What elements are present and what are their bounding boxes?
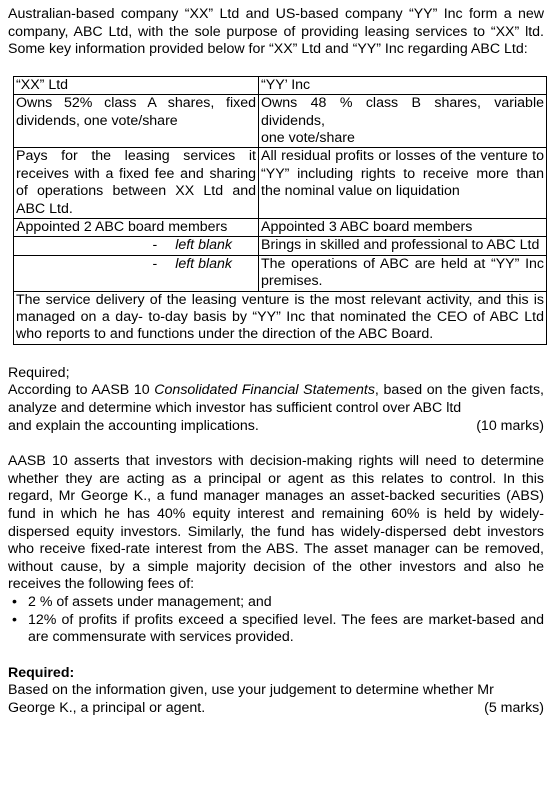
q2-question-line-2: George K., a principal or agent. xyxy=(8,699,206,716)
header-yy-inc: “YY’ Inc xyxy=(259,76,547,94)
question-2 xyxy=(8,453,544,647)
table-footer-row xyxy=(14,291,547,344)
yy-shares-line-1: Owns 48 % class B shares, variable dividends, xyxy=(261,95,544,129)
yy-residual-cell: All residual profits or losses of the venture to “YY” including rights to receive more than the nominal value on liquidation xyxy=(259,148,547,219)
dash-marker: - xyxy=(152,255,158,272)
table-row xyxy=(14,255,547,291)
table-header-row xyxy=(14,76,547,94)
q1-last-line: and explain the accounting implications. xyxy=(8,417,259,434)
yy-shares-line-2: one vote/share xyxy=(261,130,355,146)
question-1 xyxy=(8,365,544,435)
q1-required-label: Required; xyxy=(8,364,70,381)
xx-blank-cell-1 xyxy=(14,237,259,255)
investor-comparison-table xyxy=(13,76,547,345)
q2-required-heading: Required: xyxy=(8,664,75,681)
q2-marks: (5 marks) xyxy=(484,699,544,716)
q1-marks-line xyxy=(8,418,544,436)
yy-skills-cell: Brings in skilled and professional to ABC Ltd xyxy=(259,237,547,255)
table-row xyxy=(14,219,547,237)
left-blank-text: left blank xyxy=(175,255,232,272)
yy-shares-cell xyxy=(259,95,547,148)
left-blank-text: left blank xyxy=(175,237,232,254)
q1-text xyxy=(8,382,544,417)
xx-shares-cell: Owns 52% class A shares, fixed dividends, one vote/share xyxy=(14,95,259,148)
fee-list xyxy=(8,594,544,647)
standard-title: Consolidated Financial Statements xyxy=(154,382,375,399)
intro-paragraph: Australian-based company “XX” Ltd and US-based company “YY” Inc form a new company, ABC Ltd, with the sole purpose of providing leasing services to “XX” ltd. Some key information provided below for “XX” Ltd and “YY” Inc regarding ABC Ltd: xyxy=(8,6,544,58)
q2-question-line-1: Based on the information given, use your judgement to determine whether Mr xyxy=(8,682,494,699)
table-row xyxy=(14,237,547,255)
q1-marks: (10 marks) xyxy=(476,417,544,434)
list-item: • 2 % of assets under management; and xyxy=(28,594,544,612)
table-row xyxy=(14,95,547,148)
q1-text-start: According to AASB 10 xyxy=(8,382,155,399)
q2-marks-line xyxy=(8,700,544,718)
service-delivery-cell: The service delivery of the leasing venture is the most relevant activity, and this is managed on a day- to-day basis by “YY” Inc that nominated the CEO of ABC Ltd who reports to and functions under the direction of the ABC Board. xyxy=(14,291,547,344)
xx-board-cell: Appointed 2 ABC board members xyxy=(14,219,259,237)
header-xx-ltd: “XX” Ltd xyxy=(14,76,259,94)
question-2-required xyxy=(8,665,544,718)
list-item: • 12% of profits if profits exceed a specified level. The fees are market-based and are commensurate with services provided. xyxy=(28,612,544,647)
table-row xyxy=(14,148,547,219)
q2-required-label xyxy=(8,665,544,683)
xx-blank-cell-2 xyxy=(14,255,259,291)
xx-fees-cell: Pays for the leasing services it receives with a fixed fee and sharing of operations between XX Ltd and ABC Ltd. xyxy=(14,148,259,219)
dash-marker: - xyxy=(152,237,158,254)
yy-board-cell: Appointed 3 ABC board members xyxy=(259,219,547,237)
yy-premises-cell: The operations of ABC are held at “YY” Inc premises. xyxy=(259,255,547,291)
q1-text-end: , based on the given facts, analyze and determine which investor has sufficient control over ABC ltd xyxy=(8,382,544,417)
q2-scenario: AASB 10 asserts that investors with decision-making rights will need to determine whether they are acting as a principal or agent as this relates to control. In this regard, Mr George K., a fund manager manages an asset-backed securities (ABS) fund in which he has 40% equity interest and remaining 60% is held by widely-dispersed equity investors. Similarly, the fund has widely-dispersed debt investors who receive fixed-rate interest from the ABS. The asset manager can be removed, without cause, by a simple majority decision of the other investors and also he receives the following fees of: xyxy=(8,453,544,593)
